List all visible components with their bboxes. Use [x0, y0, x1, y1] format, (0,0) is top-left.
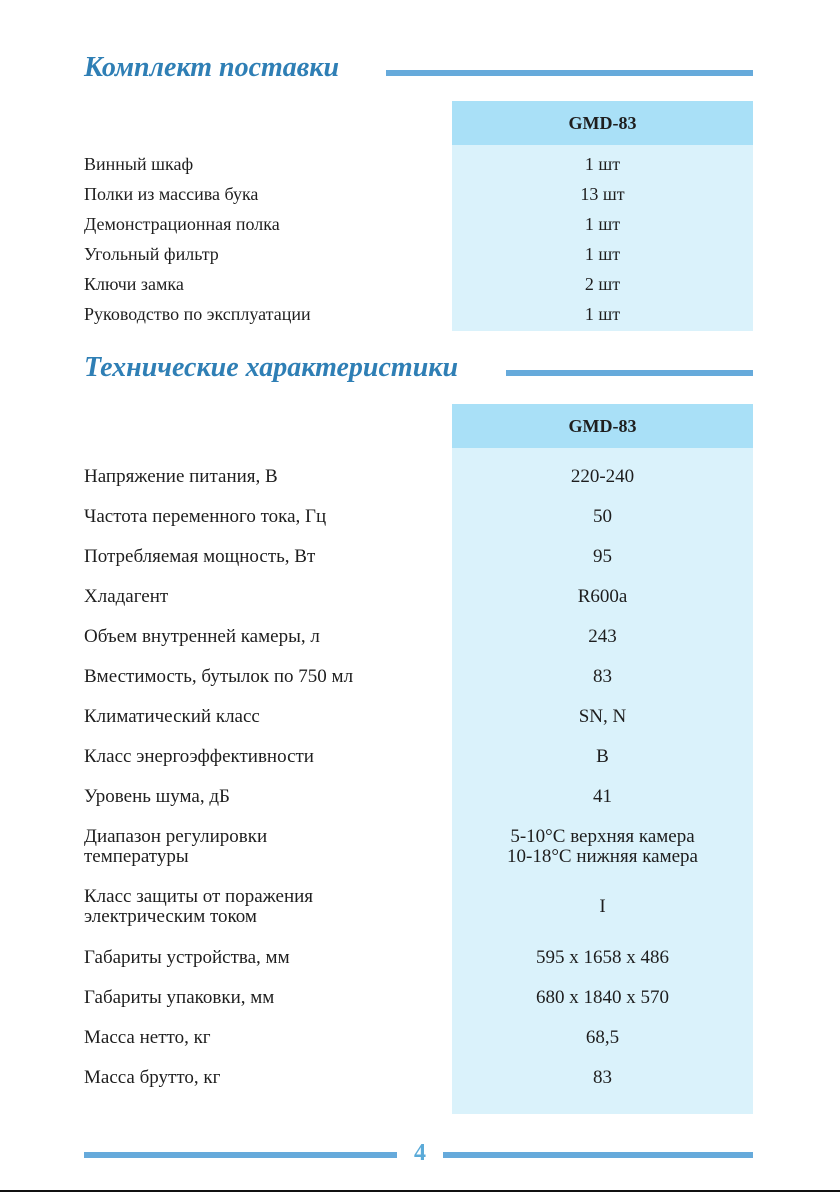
specs-section-title: Технические характеристики [84, 352, 459, 383]
delivery-row [84, 149, 753, 179]
specs-row-label: Хладагент [84, 586, 169, 607]
specs-column-header: GMD-83 [452, 404, 753, 448]
specs-row-label: Масса брутто, кг [84, 1067, 221, 1088]
specs-row-value: 50 [593, 506, 612, 527]
specs-row [84, 1018, 753, 1058]
specs-row-value: 83 [593, 666, 612, 687]
specs-row-label: Вместимость, бутылок по 750 мл [84, 666, 354, 687]
specs-row-value: 95 [593, 546, 612, 567]
specs-row-value: 243 [588, 626, 617, 647]
specs-row [84, 978, 753, 1018]
specs-row-label: Напряжение питания, В [84, 466, 278, 487]
specs-row [84, 737, 753, 777]
specs-row-label: Масса нетто, кг [84, 1027, 211, 1048]
footer-rule-right [443, 1152, 753, 1158]
specs-row-label-line: Диапазон регулировки [84, 826, 268, 847]
specs-row [84, 617, 753, 657]
specs-row [84, 827, 753, 883]
specs-row-value: B [596, 746, 609, 767]
delivery-row-value: 1 шт [584, 304, 621, 324]
delivery-title-rule [386, 70, 753, 76]
specs-row-label-line: Класс защиты от поражения [84, 886, 314, 907]
delivery-row-value: 1 шт [584, 214, 621, 234]
specs-row-value [452, 827, 753, 867]
specs-row [84, 777, 753, 817]
delivery-row-label: Руководство по эксплуатации [84, 304, 311, 324]
specs-row-value: I [599, 896, 606, 917]
delivery-row-value: 1 шт [584, 154, 621, 174]
specs-row [84, 1058, 753, 1098]
footer-rule-left [84, 1152, 397, 1158]
specs-row-value: 595 x 1658 x 486 [536, 947, 669, 968]
specs-row-label-line: электрическим током [84, 906, 257, 927]
specs-row [84, 537, 753, 577]
delivery-row [84, 299, 753, 329]
specs-row [84, 938, 753, 978]
delivery-row [84, 239, 753, 269]
specs-row [84, 697, 753, 737]
specs-row-value-line: 5-10°C верхняя камера [510, 826, 695, 847]
specs-row-label: Частота переменного тока, Гц [84, 506, 327, 527]
specs-row-label: Габариты устройства, мм [84, 947, 290, 968]
delivery-row-label: Демонстрационная полка [84, 214, 280, 234]
delivery-row [84, 269, 753, 299]
delivery-section-title: Комплект поставки [84, 52, 340, 83]
specs-row-label: Объем внутренней камеры, л [84, 626, 320, 647]
specs-row-label: Уровень шума, дБ [84, 786, 230, 807]
specs-row-value: 68,5 [585, 1027, 620, 1048]
specs-row-value: R600a [577, 586, 628, 607]
specs-row [84, 577, 753, 617]
delivery-row-value: 2 шт [584, 274, 621, 294]
delivery-row [84, 209, 753, 239]
delivery-row [84, 179, 753, 209]
specs-row-value-line: 10-18°C нижняя камера [507, 846, 698, 867]
specs-row-label: Габариты упаковки, мм [84, 987, 275, 1008]
delivery-row-label: Ключи замка [84, 274, 184, 294]
page-number: 4 [414, 1140, 426, 1166]
specs-title-rule [506, 370, 753, 376]
specs-row-value: 220-240 [570, 466, 635, 487]
delivery-row-value: 13 шт [580, 184, 625, 204]
specs-row-value: 83 [593, 1067, 612, 1088]
specs-row [84, 497, 753, 537]
delivery-row-label: Винный шкаф [84, 154, 194, 174]
delivery-row-label: Угольный фильтр [84, 244, 219, 264]
specs-row-label: Климатический класс [84, 706, 260, 727]
specs-row-value: 680 x 1840 x 570 [536, 987, 669, 1008]
delivery-column-header: GMD-83 [452, 101, 753, 145]
specs-row-label [84, 827, 424, 867]
specs-row-label [84, 887, 424, 927]
specs-row [84, 887, 753, 943]
specs-row-label-line: температуры [84, 846, 189, 867]
specs-row [84, 657, 753, 697]
delivery-row-label: Полки из массива бука [84, 184, 259, 204]
specs-row-value: SN, N [578, 706, 627, 727]
specs-row-label: Класс энергоэффективности [84, 746, 314, 767]
specs-row-value: 41 [593, 786, 612, 807]
specs-row-label: Потребляемая мощность, Вт [84, 546, 316, 567]
delivery-row-value: 1 шт [584, 244, 621, 264]
specs-row [84, 457, 753, 497]
